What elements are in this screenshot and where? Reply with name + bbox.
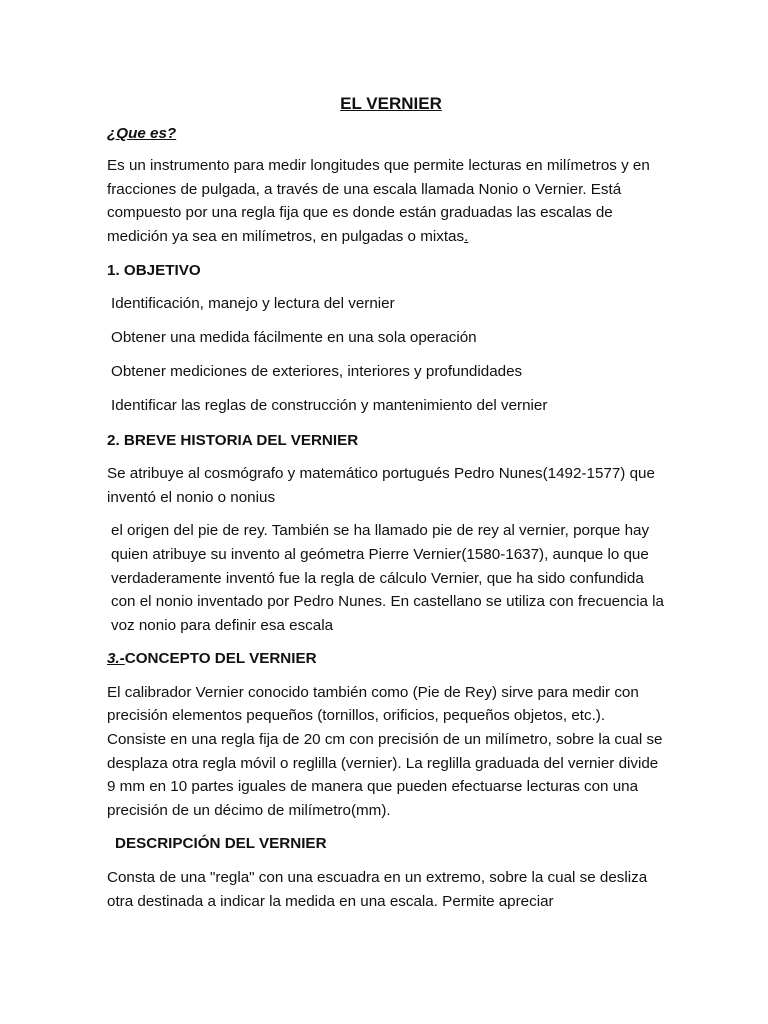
concepto-paragraph: El calibrador Vernier conocido también como (Pie de Rey) sirve para medir con precisión elementos pequeños (tornillos, orificios, pequeños objetos, etc.). Consiste en una regla fija de 20 cm con precisión de un milímetro, sobre la cual se desplaza otra regla móvil o reglilla (vernier). La reglilla graduada del vernier divide 9 mm en 10 partes iguales de manera que pueden efectuarse lecturas con una precisión de un décimo de milímetro(mm). — [107, 683, 663, 819]
que-es-heading: ¿Que es? — [107, 124, 177, 142]
objetivo-item: Identificar las reglas de construcción y mantenimiento del vernier — [111, 397, 548, 415]
concepto-heading-number: 3.- — [107, 650, 125, 668]
objetivo-item: Obtener mediciones de exteriores, interiores y profundidades — [111, 363, 523, 381]
descripcion-heading: DESCRIPCIÓN DEL VERNIER — [115, 835, 327, 853]
objetivo-item: Identificación, manejo y lectura del vernier — [111, 295, 395, 313]
descripcion-paragraph: Consta de una "regla" con una escuadra en un extremo, sobre la cual se desliza otra destinada a indicar la medida en una escala. Permite apreciar — [107, 869, 648, 910]
que-es-end-mark: . — [464, 227, 469, 245]
historia-paragraph-1: Se atribuye al cosmógrafo y matemático portugués Pedro Nunes(1492-1577) que inventó el nonio o nonius — [107, 465, 655, 506]
que-es-paragraph — [107, 154, 667, 248]
que-es-text: Es un instrumento para medir longitudes que permite lecturas en milímetros y en fracciones de pulgada, a través de una escala llamada Nonio o Vernier. Está compuesto por una regla fija que es donde están graduadas las escalas de medición ya sea en milímetros, en pulgadas o mixtas — [107, 157, 650, 245]
historia-paragraph-2: el origen del pie de rey. También se ha llamado pie de rey al vernier, porque hay quien atribuye su invento al geómetra Pierre Vernier(1580-1637), aunque lo que verdaderamente inventó fue la regla de cálculo Vernier, que ha sido confundida con el nonio inventado por Pedro Nunes. En castellano se utiliza con frecuencia la voz nonio para definir esa escala — [111, 522, 665, 634]
objetivo-heading: 1. OBJETIVO — [107, 261, 201, 279]
concepto-heading — [107, 647, 667, 671]
concepto-heading-text: CONCEPTO DEL VERNIER — [124, 650, 317, 668]
objetivo-item: Obtener una medida fácilmente en una sola operación — [111, 329, 477, 347]
document-title: EL VERNIER — [340, 94, 442, 113]
historia-heading: 2. BREVE HISTORIA DEL VERNIER — [107, 431, 359, 449]
document-page — [107, 92, 667, 923]
